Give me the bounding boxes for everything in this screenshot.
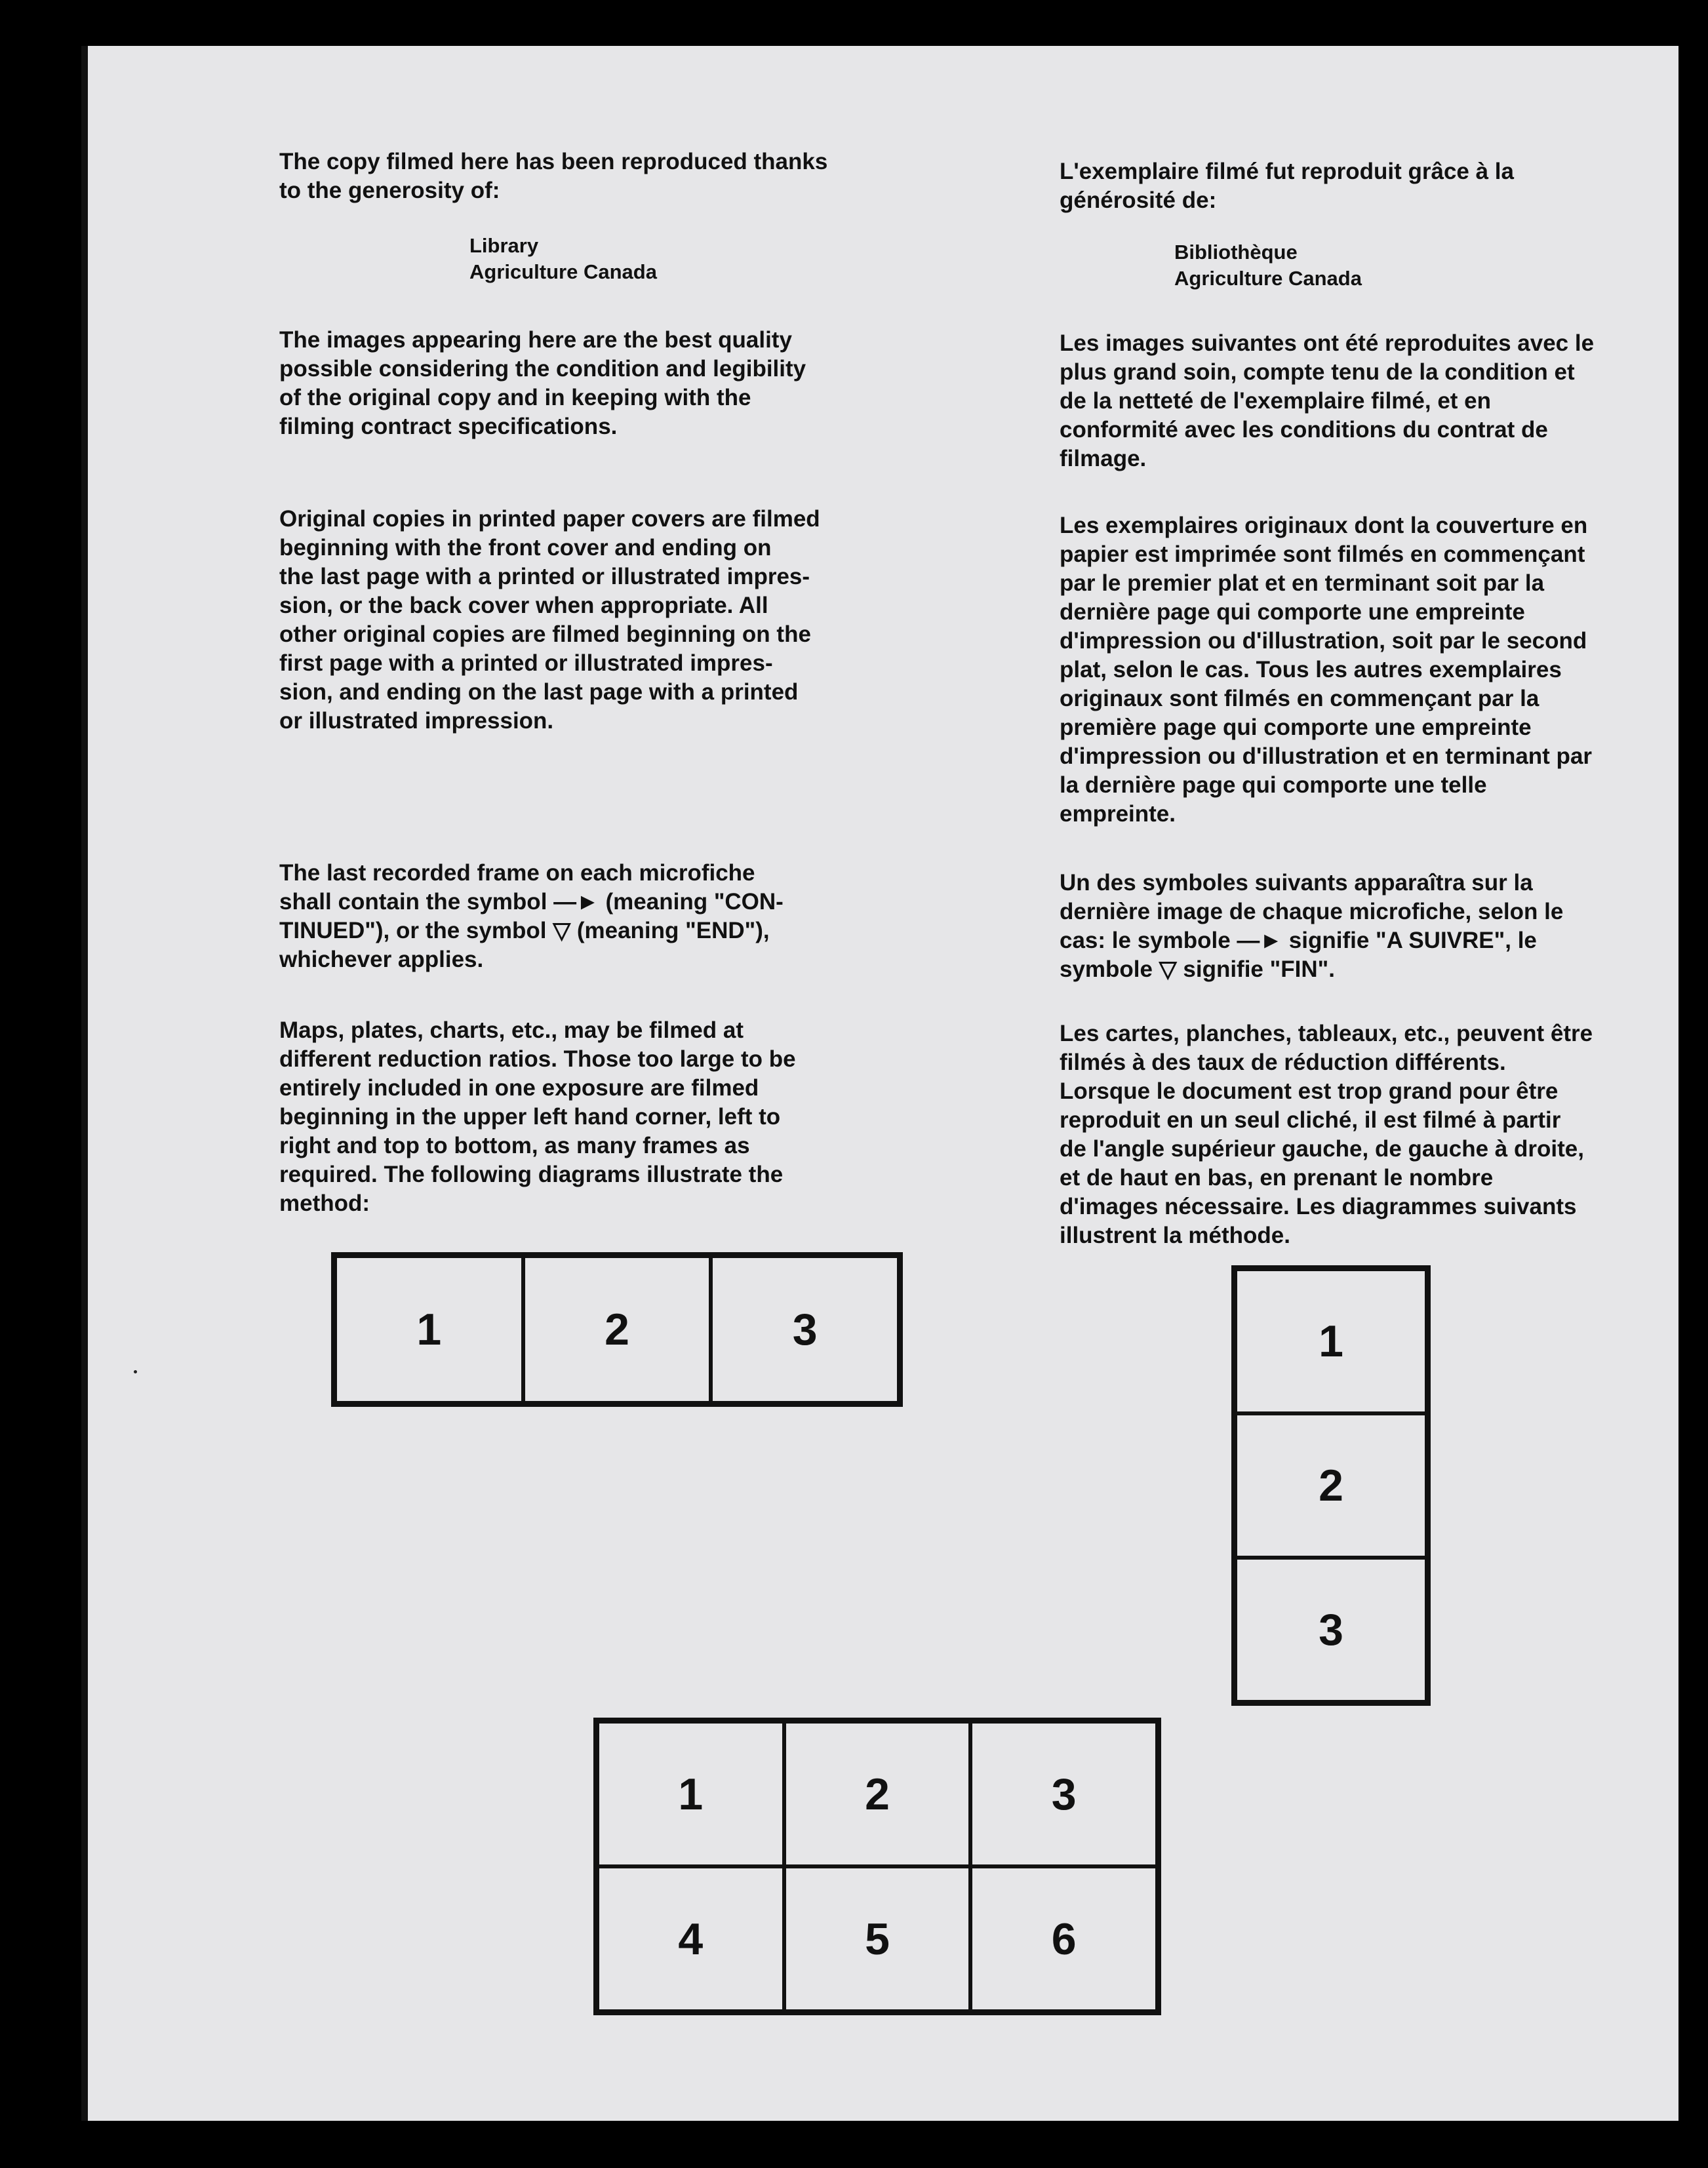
speck <box>134 1370 137 1373</box>
english-maps-paragraph: Maps, plates, charts, etc., may be filmed at different reduction ratios. Those too large to be entirely included in one exposure are filmed beginning in the upper left hand corner, left to right and top to bottom, as many frames as required. The following diagrams illustrate the method: <box>279 1017 796 1216</box>
english-intro: The copy filmed here has been reproduced thanks to the generosity of: <box>279 149 828 203</box>
french-symbols-text-1: Un des symboles suivants apparaîtra sur la dernière image de chaque microfiche, selon le cas: le symbole <box>1060 870 1564 953</box>
french-intro: L'exemplaire filmé fut reproduit grâce à la générosité de: <box>1060 159 1514 213</box>
diagram-frame: 6 <box>970 1866 1157 2011</box>
diagram-frame: 1 <box>1235 1269 1427 1413</box>
diagram-frame: 1 <box>335 1256 523 1403</box>
english-symbols-text-1: The last recorded frame on each microfiche shall contain the symbol <box>279 860 755 915</box>
diagram-frame: 1 <box>597 1722 784 1866</box>
french-library-name: Bibliothèque Agriculture Canada <box>1174 241 1362 290</box>
diagram-frame: 2 <box>1235 1413 1427 1558</box>
english-symbols-text-3: (meaning "END"), whichever applies. <box>279 918 770 972</box>
end-triangle-icon: ▽ <box>553 918 571 943</box>
english-symbols-paragraph <box>279 859 948 974</box>
diagram-frame: 5 <box>784 1866 971 2011</box>
english-symbols-text-2: (meaning "CON- TINUED"), or the symbol <box>279 889 784 943</box>
continued-arrow-icon: —► <box>1237 928 1283 953</box>
english-quality-paragraph: The images appearing here are the best quality possible considering the condition and legibility of the original copy and in keeping with the filming contract specifications. <box>279 327 806 439</box>
diagram-frame: 4 <box>597 1866 784 2011</box>
diagram-frame: 3 <box>1235 1558 1427 1702</box>
french-symbols-text-2: signifie "A SUIVRE", le symbole <box>1060 928 1537 982</box>
french-symbols-paragraph <box>1060 869 1708 984</box>
french-quality-paragraph: Les images suivantes ont été reproduites avec le plus grand soin, compte tenu de la condition et de la netteté de l'exemplaire filmé, et en conformité avec les conditions du contrat de filmage. <box>1060 330 1595 471</box>
diagram-horizontal-three-frames <box>331 1252 903 1407</box>
diagram-frame: 2 <box>784 1722 971 1866</box>
end-triangle-icon: ▽ <box>1159 956 1177 982</box>
french-symbols-text-3: signifie "FIN". <box>1176 956 1335 982</box>
french-originals-paragraph: Les exemplaires originaux dont la couverture en papier est imprimée sont filmés en commençant par le premier plat et en terminant soit par la dernière page qui comporte une empreinte d'impression ou d'illustration, soit par le second plat, selon le cas. Tous les autres exemplaires originaux sont filmés en commençant par la première page qui comporte une empreinte d'impression ou d'illustration et en terminant par la dernière page qui comporte une telle empreinte. <box>1060 513 1593 827</box>
diagram-six-frames <box>593 1718 1161 2015</box>
diagram-vertical-three-frames <box>1231 1265 1431 1706</box>
continued-arrow-icon: —► <box>553 889 599 915</box>
diagram-frame: 3 <box>970 1722 1157 1866</box>
diagram-frame: 3 <box>711 1256 899 1403</box>
english-originals-paragraph: Original copies in printed paper covers are filmed beginning with the front cover and ending on the last page with a printed or illustrated impres- sion, or the back cover when appropriate. All other original copies are filmed beginning on the first page with a printed or illustrated impres- sion, and ending on the last page with a printed or illustrated impression. <box>279 506 820 734</box>
diagram-frame: 2 <box>523 1256 711 1403</box>
english-library-name: Library Agriculture Canada <box>469 234 657 283</box>
french-maps-paragraph: Les cartes, planches, tableaux, etc., peuvent être filmés à des taux de réduction différents. Lorsque le document est trop grand pour être reproduit en un seul cliché, il est filmé à partir de l'angle supérieur gauche, de gauche à droite, et de haut en bas, en prenant le nombre d'images nécessaire. Les diagrammes suivants illustrent la méthode. <box>1060 1021 1593 1248</box>
